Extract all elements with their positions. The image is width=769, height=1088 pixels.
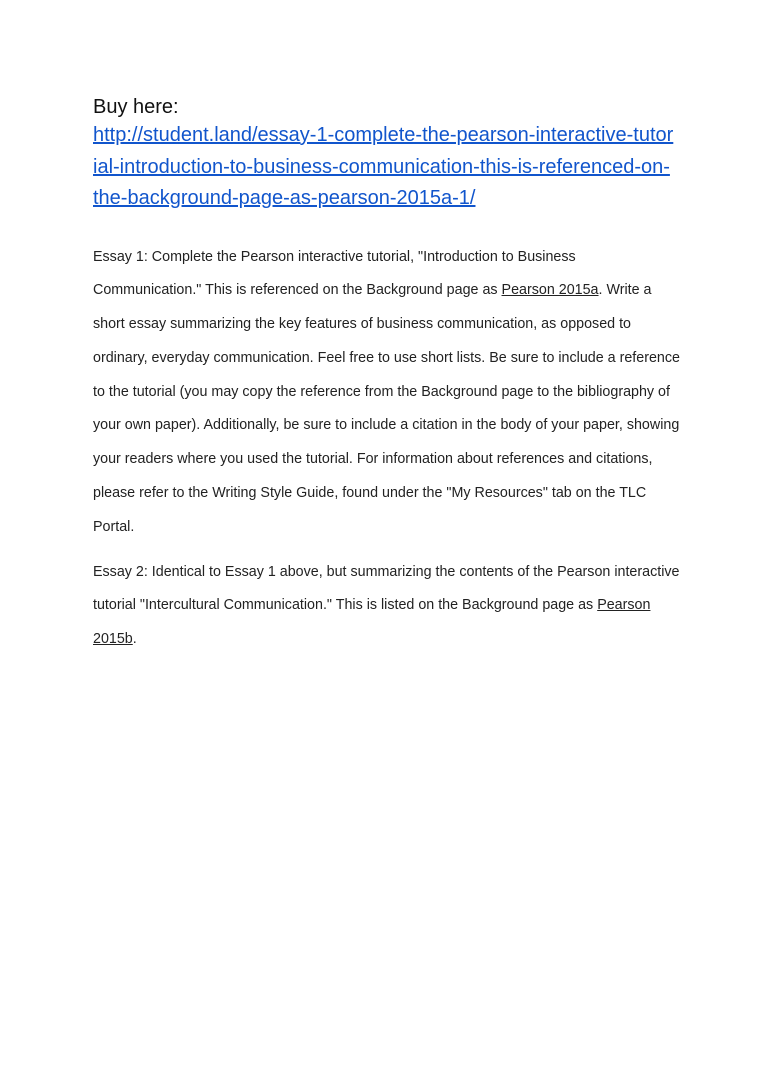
essay-1-paragraph <box>93 241 683 545</box>
pearson-2015b-link[interactable]: Pearson 2015b <box>93 597 651 648</box>
essay-2-intro-text: Essay 2: Identical to Essay 1 above, but summarizing the contents of the Pearson interactive tutorial "Intercultural Communication." This is listed on the Background page as <box>93 563 680 614</box>
document-page <box>93 95 683 657</box>
essay-2-end-text: . <box>132 631 137 648</box>
essay-1-intro-text: Essay 1: Complete the Pearson interactive tutorial, "Introduction to Business Communication." This is referenced on the Background page as <box>93 248 576 299</box>
buy-here-label: Buy here: <box>93 96 179 118</box>
essay-2-paragraph <box>93 556 683 657</box>
buy-link[interactable]: http://student.land/essay-1-complete-the-pearson-interactive-tutorial-introduction-to-business-communication-this-is-referenced-on-the-background-page-as-pearson-2015a-1/ <box>93 124 674 209</box>
essay-1-body-text: . Write a short essay summarizing the key features of business communication, as opposed to ordinary, everyday communication. Feel free to use short lists. Be sure to include a reference to the tutorial (you may copy the reference from the Background page to the bibliography of your own paper). Additionally, be sure to include a citation in the body of your paper, showing your readers where you used the tutorial. For information about references and citations, please refer to the Writing Style Guide, found under the "My Resources" tab on the TLC Portal. <box>93 282 680 535</box>
pearson-2015a-link[interactable]: Pearson 2015a <box>501 282 599 299</box>
